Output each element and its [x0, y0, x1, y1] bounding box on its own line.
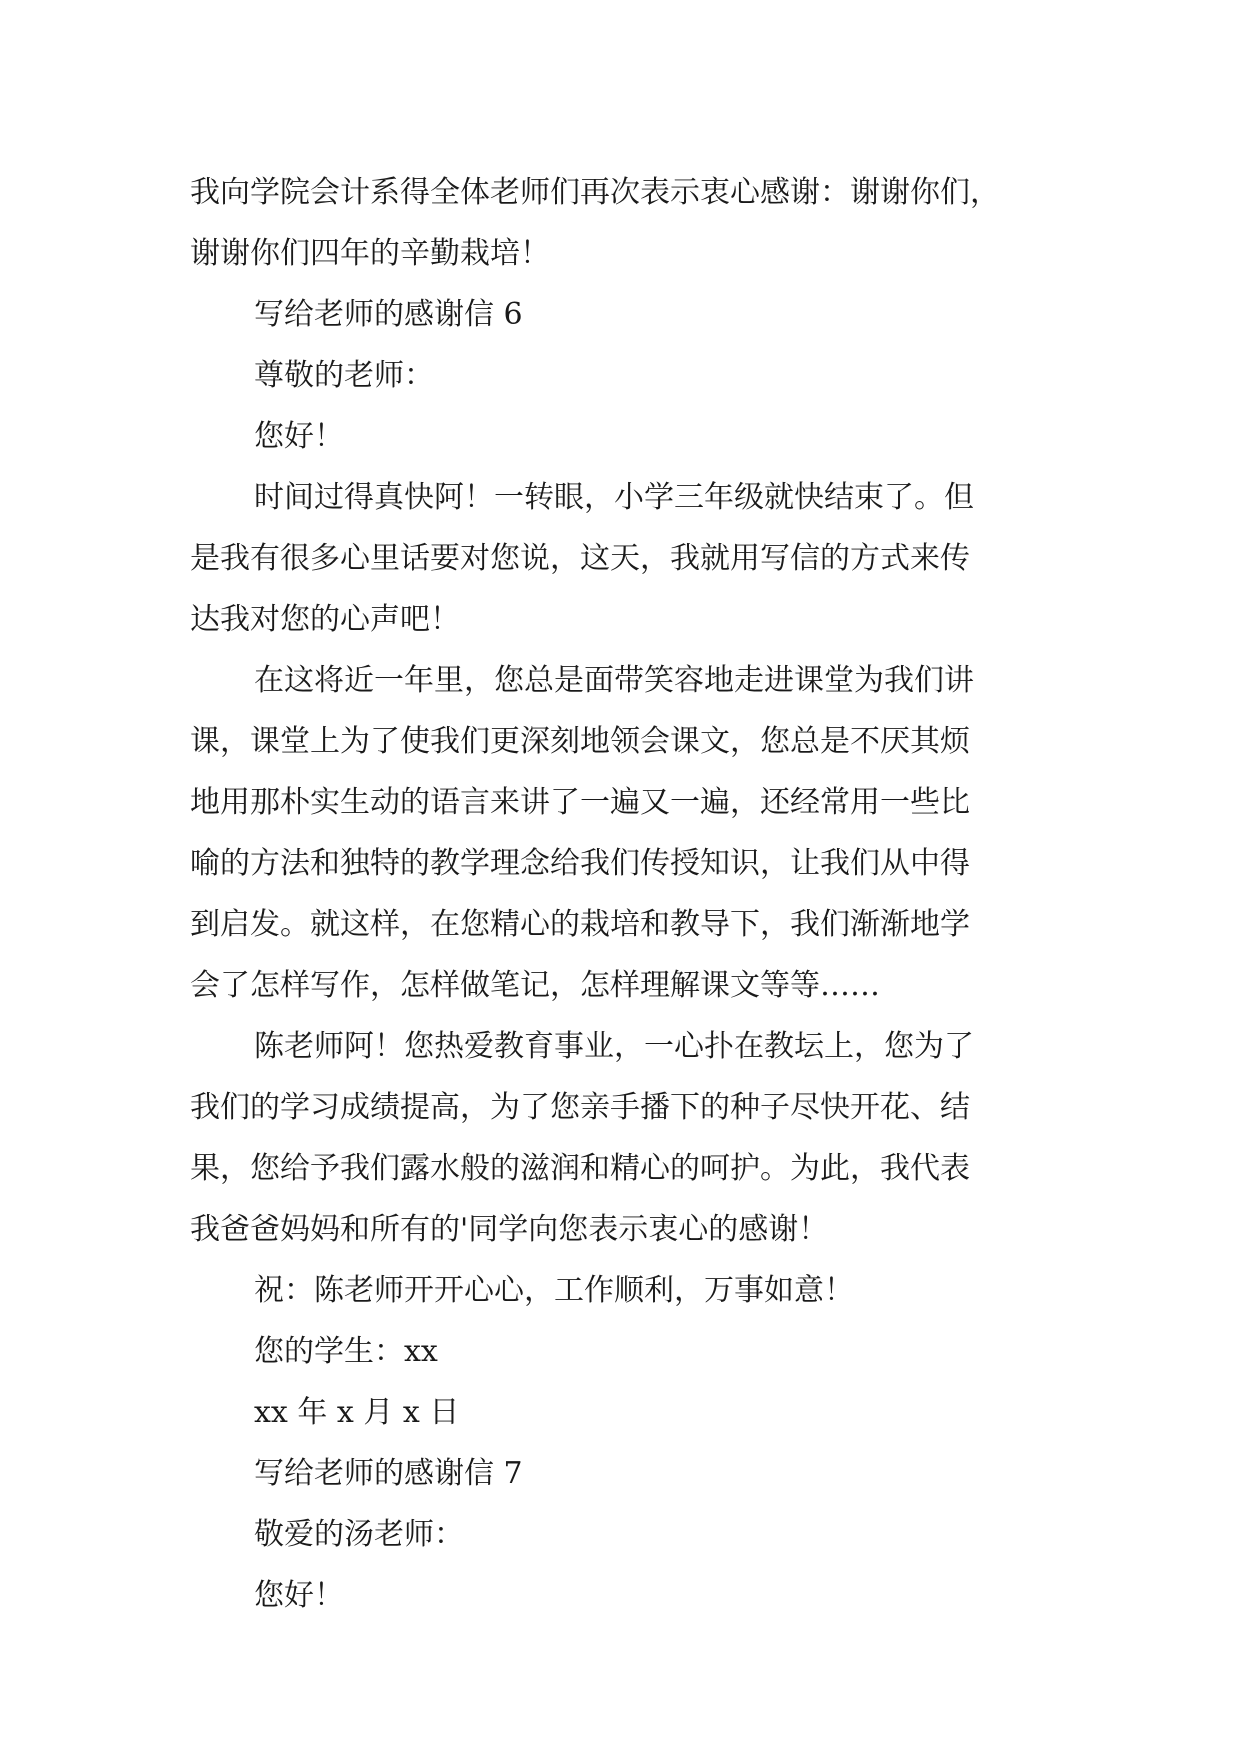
letter-body [190, 162, 1090, 1626]
text-line: 会了怎样写作，怎样做笔记，怎样理解课文等等…… [190, 968, 880, 1003]
text-line: 达我对您的心声吧！ [190, 602, 460, 637]
text-line: 在这将近一年里，您总是面带笑容地走进课堂为我们讲 [254, 663, 974, 698]
text-line: 果，您给予我们露水般的滋润和精心的呵护。为此，我代表 [190, 1151, 970, 1186]
text-line: 喻的方法和独特的教学理念给我们传授知识，让我们从中得 [190, 846, 970, 881]
greeting: 您好！ [254, 1578, 344, 1613]
text-line: 到启发。就这样，在您精心的栽培和教导下，我们渐渐地学 [190, 907, 970, 942]
salutation: 尊敬的老师： [254, 358, 434, 393]
greeting: 您好！ [254, 419, 344, 454]
text-line: 地用那朴实生动的语言来讲了一遍又一遍，还经常用一些比 [190, 785, 970, 820]
letter-heading-7: 写给老师的感谢信 7 [254, 1456, 523, 1491]
text-line: 谢谢你们四年的辛勤栽培！ [190, 236, 550, 271]
letter-heading-6: 写给老师的感谢信 6 [254, 297, 523, 332]
text-line: 时间过得真快阿！一转眼，小学三年级就快结束了。但 [254, 480, 974, 515]
text-line: 我向学院会计系得全体老师们再次表示衷心感谢：谢谢你们， [190, 175, 1000, 210]
text-line: 我们的学习成绩提高，为了您亲手播下的种子尽快开花、结 [190, 1090, 970, 1125]
text-line: 课，课堂上为了使我们更深刻地领会课文，您总是不厌其烦 [190, 724, 970, 759]
text-line: 我爸爸妈妈和所有的'同学向您表示衷心的感谢！ [190, 1212, 829, 1247]
salutation: 敬爱的汤老师： [254, 1517, 464, 1552]
text-line: 陈老师阿！您热爱教育事业，一心扑在教坛上，您为了 [254, 1029, 974, 1064]
text-line: 是我有很多心里话要对您说，这天，我就用写信的方式来传 [190, 541, 970, 576]
closing-wish: 祝：陈老师开开心心，工作顺利，万事如意！ [254, 1273, 854, 1308]
date-line: xx 年 x 月 x 日 [254, 1395, 460, 1430]
signature: 您的学生：xx [254, 1334, 438, 1369]
